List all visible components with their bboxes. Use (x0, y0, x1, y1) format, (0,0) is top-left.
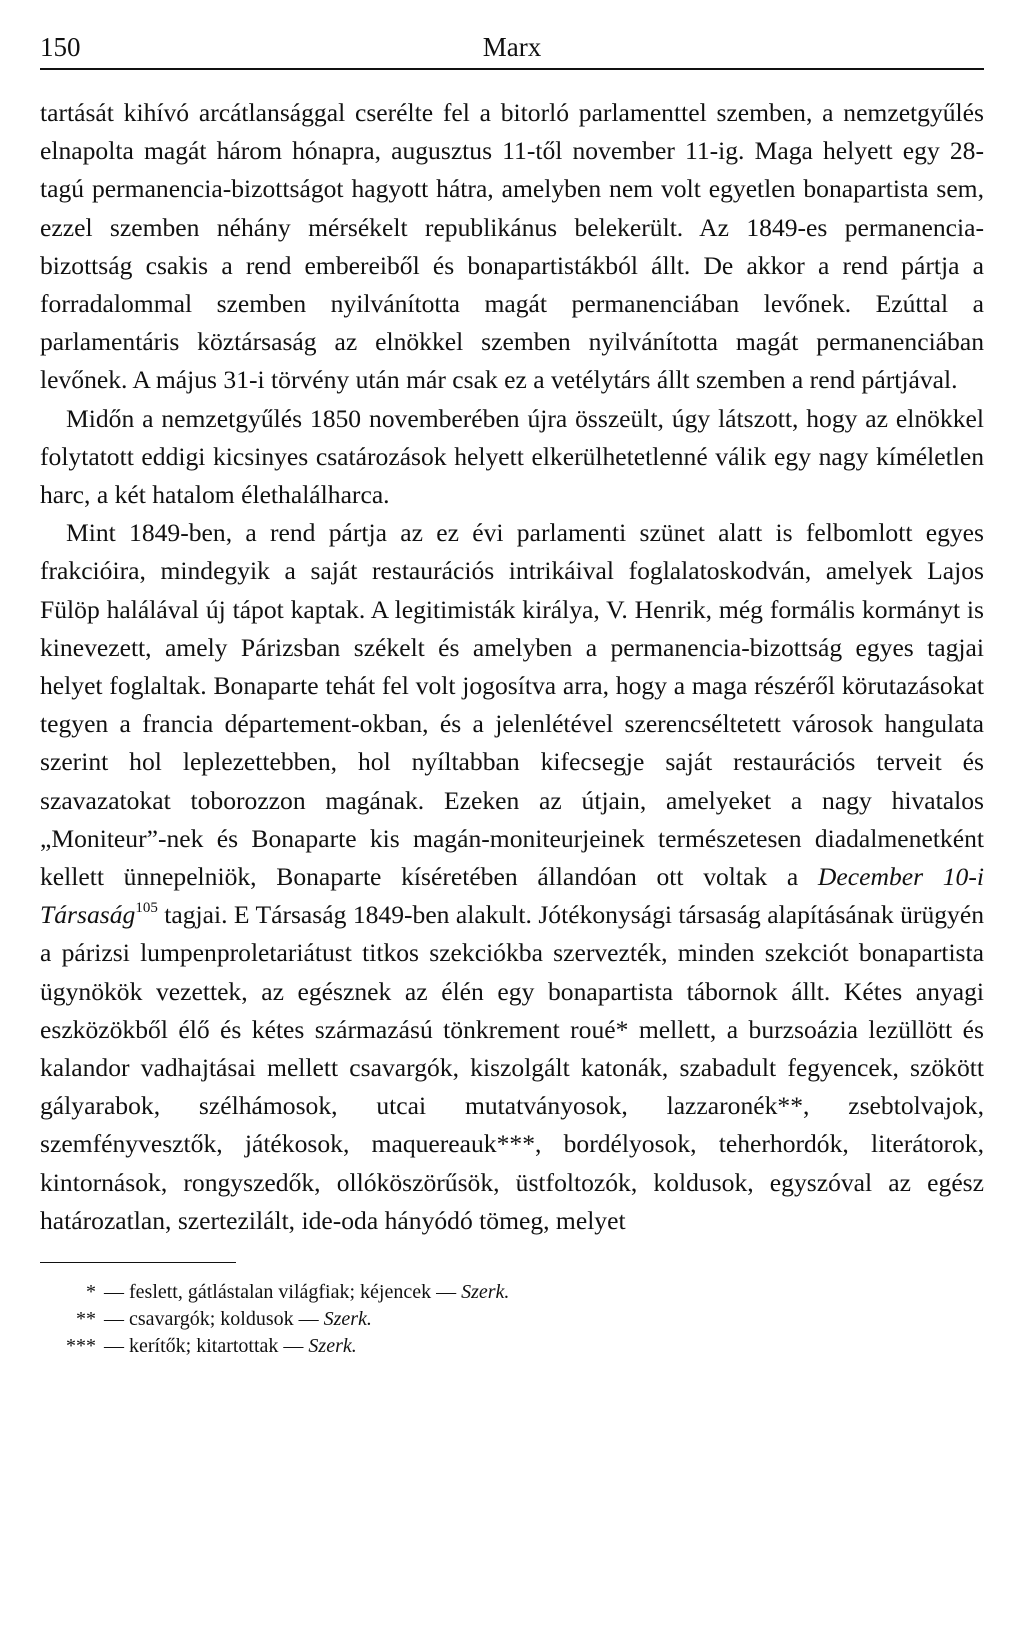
paragraph-3 (40, 514, 984, 1240)
book-page (40, 28, 984, 1360)
body-text (40, 94, 984, 1240)
footnote-marker-1: * (615, 1014, 629, 1044)
paragraph-3-text-a: Mint 1849-ben, a rend pártja az ez évi parlamenti szünet alatt is felbomlott egyes frakcióira, mindegyik a saját restaurációs intrikáival foglalatoskodván, amelyek Lajos Fülöp halálával új tápot kaptak. A legitimisták királya, V. Henrik, még formális kormányt is kinevezett, amely Párizsban székelt és amelyben a permanencia-bizottság egyes tagjai helyet foglaltak. Bonaparte tehát fel volt jogosítva arra, hogy a maga részéről körutazásokat tegyen a francia département-okban, és a jelenlétével szerencséltetett városok hangulata szerint hol leplezettebben, hol nyíltabban kifecsegje saját restaurációs terveit és szavazatokat toborozzon magának. Ezeken az útjain, amelyeket a nagy hivatalos „Moniteur”-nek és Bonaparte kis magán-moniteurjeinek természetesen diadalmenetként kellett ünnepelniök, Bonaparte kíséretében állandóan ott voltak a (40, 518, 984, 892)
footnote-2-body (104, 1306, 372, 1333)
footnote-2-text: — csavargók; koldusok — (104, 1308, 319, 1331)
paragraph-2-text: Midőn a nemzetgyűlés 1850 novemberében újra összeült, úgy látszott, hogy az elnökkel folytatott eddigi kicsinyes csatározások helyett elkerülhetetlenné válik egy nagy kíméletlen harc, a két hatalom élethalálharca. (40, 403, 984, 510)
footnote-1-text: — feslett, gátlástalan világfiak; kéjencek — (104, 1281, 457, 1304)
paragraph-3-text-b: tagjai. E Társaság 1849-ben alakult. Jótékonysági társaság alapításának ürügyén a párizsi lumpenproletariátust titkos szekciókba szervezték, minden szekciót bonapartista ügynökök vezettek, az egésznek az élén egy bonapartista tábornok állt. Kétes anyagi eszközökből élő és kétes származású tönkrement roué (40, 900, 984, 1044)
footnote-1-body (104, 1279, 509, 1306)
paragraph-2 (40, 400, 984, 515)
footnote-2-source: Szerk. (323, 1308, 372, 1331)
paragraph-3-text-d: , zsebtolvajok, szemfényvesztők, játékosok, maquereauk (40, 1091, 984, 1159)
footnote-1-source: Szerk. (461, 1281, 510, 1304)
paragraph-1-text: tartását kihívó arcátlansággal cserélte fel a bitorló parlamenttel szemben, a nemzetgyűlés elnapolta magát három hónapra, augusztus 11-től november 11-ig. Maga helyett egy 28-tagú permanencia-bizottságot hagyott hátra, amelyben nem volt egyetlen bonapartista sem, ezzel szemben néhány mérsékelt republikánus belekerült. Az 1849-es permanencia-bizottság csakis a rend embereiből és bonapartistákból állt. De akkor a rend pártja a forradalommal szemben nyilvánította magát permanenciában levőnek. Ezúttal a parlamentáris köztársaság az elnökkel szemben nyilvánította magát permanenciában levőnek. A május 31-i törvény után már csak ez a vetélytárs állt szemben a rend pártjával. (40, 98, 984, 395)
footnotes (40, 1279, 984, 1360)
running-head (40, 28, 984, 70)
paragraph-3-text-c: mellett, a burzsoázia lezüllött és kalandor vadhajtásai mellett csavargók, kiszolgált katonák, szabadult fegyencek, szökött gályarabok, szélhámosok, utcai mutatványosok, lazzaronék (40, 1014, 984, 1121)
footnote-3-mark: *** (66, 1335, 96, 1358)
footnote-2 (40, 1306, 984, 1333)
footnote-marker-3: *** (496, 1129, 535, 1159)
footnote-3 (40, 1333, 984, 1360)
footnote-1-mark: * (86, 1281, 96, 1304)
running-title: Marx (482, 32, 542, 62)
footnote-1 (40, 1279, 984, 1306)
footnote-divider (40, 1262, 236, 1263)
footnote-3-text: — kerítők; kitartottak — (104, 1335, 304, 1358)
page-number: 150 (40, 32, 81, 62)
society-name-italic: December 10-i Társaság (40, 862, 984, 930)
footnote-marker-2: ** (777, 1091, 803, 1121)
footnote-2-mark: ** (76, 1308, 96, 1331)
footnote-3-body (104, 1333, 357, 1360)
paragraph-3-text-e: , bordélyosok, teherhordók, literátorok, kintornások, rongyszedők, ollóköszörűsök, üstfoltozók, koldusok, egyszóval az egész határozatlan, szertezilált, ide-oda hányódó tömeg, melyet (40, 1129, 985, 1235)
paragraph-1 (40, 94, 984, 400)
editorial-note-reference-105: 105 (135, 900, 158, 917)
footnote-3-source: Szerk. (308, 1335, 357, 1358)
